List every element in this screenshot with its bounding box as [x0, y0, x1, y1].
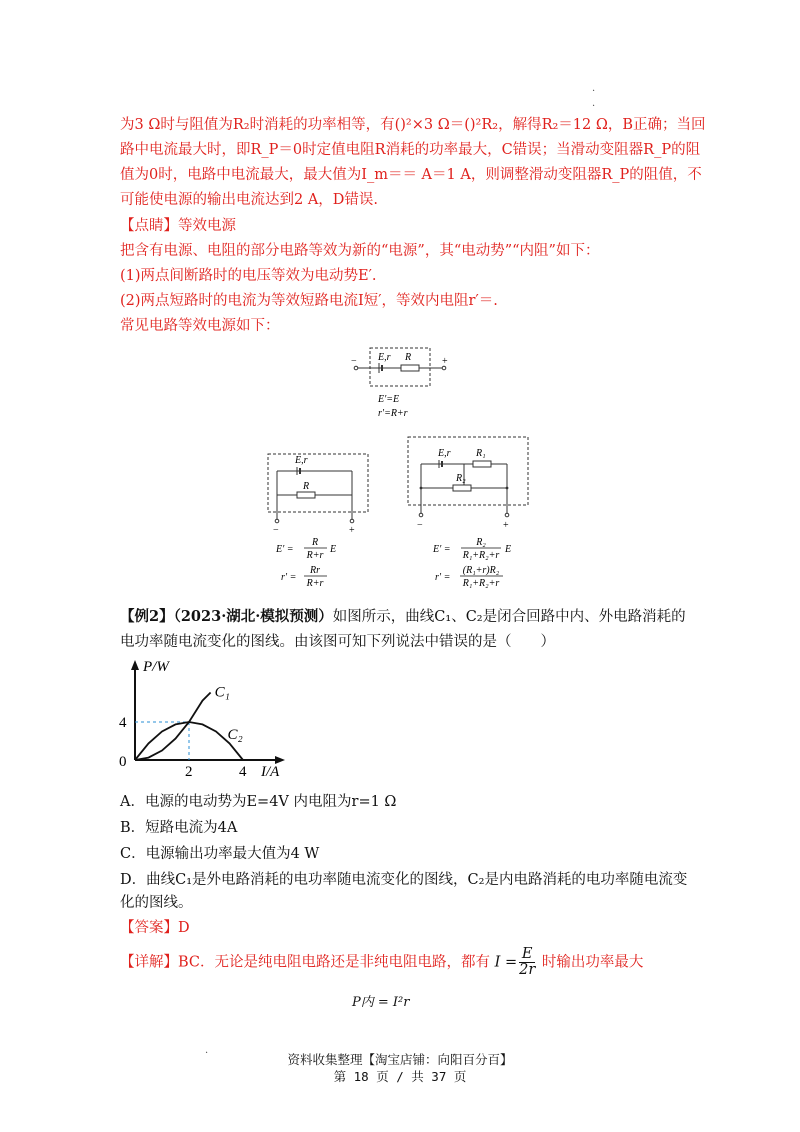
- plus-label: +: [442, 356, 448, 367]
- equation-r-num: Rr: [310, 565, 320, 576]
- example-text: 如图所示，曲线C₁、C₂是闭合回路中内、外电路消耗的: [332, 609, 686, 625]
- power-formula: P内 = I²r: [352, 995, 410, 1010]
- equation: E′=E: [378, 394, 400, 405]
- equation-r-den: R₁+R₂+r: [462, 578, 500, 589]
- equation-e-den: R₁+R₂+r: [462, 550, 500, 561]
- explanation-line: 为3 Ω时与阻值为R₂时消耗的功率相等，有()²×3 Ω＝()²R₂，解得R₂＝12 Ω，B正确；当回: [120, 117, 706, 133]
- power-current-graph: [115, 655, 295, 785]
- series-label-2: C₂: [227, 727, 243, 744]
- explanation-line: 值为0时，电路中电流最大，最大值为I_m＝＝ A＝1 A，则调整滑动变阻器R_P的阻值，不: [120, 167, 702, 183]
- r1-label: R₁: [476, 448, 486, 459]
- equation-e-prefix: E′ =: [276, 544, 294, 555]
- example-line-2: 电功率随电流变化的图线。由该图可知下列说法中错误的是（ ）: [120, 634, 555, 650]
- x-tick-label: 2: [185, 764, 193, 780]
- source-label: E,r: [378, 352, 391, 363]
- equation-e-suffix: E: [330, 544, 337, 555]
- plus-label: +: [503, 520, 509, 531]
- corner-dot: ·: [592, 86, 596, 97]
- origin-label: 0: [119, 754, 127, 770]
- source-label: E,r: [438, 448, 451, 459]
- answer: 【答案】D: [120, 920, 190, 936]
- option-b: B．短路电流为4A: [120, 820, 238, 836]
- equation-e-prefix: E′ =: [433, 544, 451, 555]
- option-a: A．电源的电动势为E=4V 内电阻为r=1 Ω: [120, 794, 397, 810]
- corner-dot: ·: [592, 101, 596, 112]
- detail-suffix: 时输出功率最大: [541, 954, 644, 971]
- example-source: （2023·湖北·模拟预测）: [173, 608, 333, 625]
- equation: r′=R+r: [378, 408, 408, 419]
- detail-formula-num: E: [519, 947, 535, 963]
- resistor-label: R: [303, 481, 310, 492]
- r2-label: R₂: [456, 473, 466, 484]
- equation-e-num: R: [311, 537, 319, 548]
- equation-r-prefix: r′ =: [435, 572, 451, 583]
- tip-line: 常见电路等效电源如下：: [120, 318, 280, 334]
- equation-r-prefix: r′ =: [281, 572, 297, 583]
- y-axis-arrow: [131, 660, 139, 670]
- option-d: D．曲线C₁是外电路消耗的电功率随电流变化的图线，C₂是内电路消耗的电功率随电流变: [120, 872, 688, 888]
- equation-r-den: R+r: [306, 578, 324, 589]
- x-axis-arrow: [275, 756, 285, 764]
- explanation-line: 路中电流最大时，即R_P＝0时定值电阻R消耗的功率最大，C错误；当滑动变阻器R_P的阻: [120, 142, 701, 158]
- example-line-1: [120, 607, 686, 627]
- equivalent-source-circuits: [255, 340, 555, 600]
- equation-e-den: R+r: [306, 550, 324, 561]
- tip-heading: 【点睛】等效电源: [120, 218, 236, 234]
- footer-dot: ·: [205, 1048, 209, 1059]
- minus-label: −: [351, 356, 357, 367]
- option-c: C．电源输出功率最大值为4 W: [120, 846, 320, 862]
- explanation-line: 可能使电源的输出电流达到2 A，D错误.: [120, 192, 379, 208]
- circuit-left: [268, 454, 368, 589]
- detail-formula-lhs: I =: [494, 954, 518, 971]
- tip-line: 把含有电源、电阻的部分电路等效为新的“电源”，其“电动势”“内阻”如下：: [120, 243, 600, 259]
- footer-page: 第 18 页 / 共 37 页: [333, 1069, 467, 1084]
- detail-formula-den: 2r: [519, 962, 536, 978]
- circuit-top: [351, 348, 448, 419]
- y-axis-label: P/W: [143, 659, 169, 675]
- y-tick-label: 4: [119, 715, 127, 731]
- x-axis-label: I/A: [261, 764, 280, 780]
- example-label: 【例2】: [120, 608, 174, 625]
- minus-label: −: [273, 525, 279, 536]
- equation-r-num: (R₁+r)R₂: [462, 565, 500, 576]
- tip-line: (2)两点短路时的电流为等效短路电流I短′，等效内电阻r′＝.: [120, 293, 498, 309]
- tip-line: (1)两点间断路时的电压等效为电动势E′.: [120, 268, 377, 284]
- x-tick-label: 4: [239, 764, 247, 780]
- footer-source: 资料收集整理【淘宝店铺：向阳百分百】: [287, 1052, 513, 1067]
- minus-label: −: [417, 520, 423, 531]
- detail-prefix: 【详解】BC．无论是纯电阻电路还是非纯电阻电路，都有: [120, 954, 491, 971]
- series-label-1: C₁: [214, 684, 230, 701]
- plus-label: +: [349, 525, 355, 536]
- equation-e-num: R₂: [476, 537, 486, 548]
- equation-e-suffix: E: [505, 544, 512, 555]
- circuit-right: [408, 437, 528, 589]
- source-label: E,r: [295, 455, 308, 466]
- detail-line: [120, 947, 643, 978]
- detail-fraction: [519, 947, 535, 978]
- option-d-cont: 化的图线。: [120, 895, 193, 911]
- resistor-label: R: [405, 352, 412, 363]
